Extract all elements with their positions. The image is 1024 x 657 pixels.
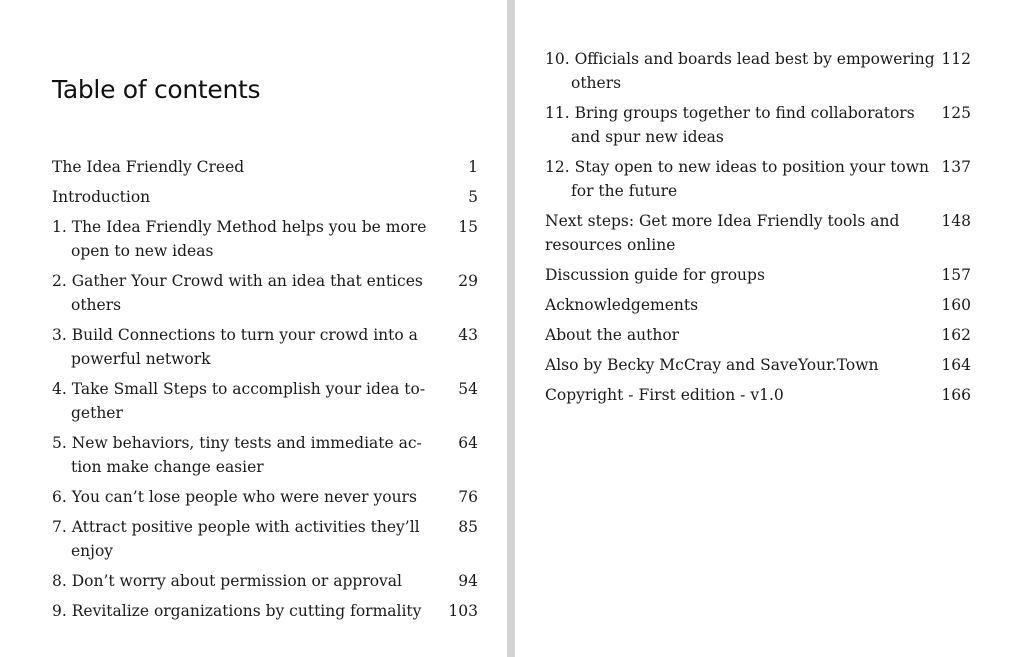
toc-entry-page-number: 15: [458, 218, 478, 236]
toc-entry-text: [545, 353, 905, 377]
toc-entry[interactable]: [52, 377, 482, 431]
toc-entry-label: Build Connections to turn your crowd into a powerful network: [71, 326, 418, 368]
toc-entry-page-number: 1: [468, 158, 478, 176]
toc-entry[interactable]: [52, 485, 482, 515]
toc-entry-label: Introduction: [52, 188, 151, 206]
toc-entry-label: Revitalize organizations by cutting formality: [71, 602, 422, 620]
toc-entry-text: [52, 215, 441, 263]
toc-entry-text: [52, 323, 441, 371]
toc-entry[interactable]: [52, 185, 482, 215]
page-title: Table of contents: [52, 75, 261, 104]
toc-entry-page-number: 148: [941, 212, 971, 230]
toc-entry-label: Acknowledgements: [545, 296, 699, 314]
toc-entry-number: 6.: [52, 488, 67, 506]
toc-entry-text: [545, 323, 905, 347]
page-gutter: [507, 0, 515, 657]
toc-entry-label: Officials and boards lead best by empowering others: [571, 50, 935, 92]
toc-entry-text: [52, 599, 441, 623]
toc-entry-label: Don’t worry about permission or approval: [71, 572, 403, 590]
toc-entry-page-number: 29: [458, 272, 478, 290]
toc-entry[interactable]: [52, 269, 482, 323]
toc-entry-text: [545, 155, 941, 203]
toc-entry-text: [52, 569, 441, 593]
toc-entry-text: [545, 47, 941, 95]
toc-entry-page-number: 5: [468, 188, 478, 206]
toc-entry-page-number: 162: [941, 326, 971, 344]
toc-entry-page-number: 76: [458, 488, 478, 506]
toc-entry-label: You can’t lose people who were never yours: [71, 488, 417, 506]
toc-entry-label: Next steps: Get more Idea Friendly tools and resources online: [545, 212, 900, 254]
toc-entry[interactable]: [545, 353, 975, 383]
toc-entry-label: Stay open to new ideas to position your town for the future: [571, 158, 930, 200]
toc-entry[interactable]: [545, 101, 975, 155]
toc-entry-label: Discussion guide for groups: [545, 266, 765, 284]
toc-entry-label: Also by Becky McCray and SaveYour.Town: [545, 356, 879, 374]
toc-entry-label: Take Small Steps to accomplish your idea to- gether: [71, 380, 426, 422]
toc-entry-number: 8.: [52, 572, 67, 590]
toc-entry[interactable]: [545, 263, 975, 293]
toc-entry-label: Attract positive people with activities they’ll enjoy: [71, 518, 420, 560]
toc-entry-text: [545, 263, 905, 287]
toc-entry-text: [545, 101, 941, 149]
toc-entry-label: The Idea Friendly Creed: [52, 158, 245, 176]
toc-entry[interactable]: [52, 599, 482, 629]
toc-entry-text: [52, 515, 441, 563]
toc-entry-page-number: 166: [941, 386, 971, 404]
toc-entry[interactable]: [545, 47, 975, 101]
toc-entry[interactable]: [545, 293, 975, 323]
toc-entry-page-number: 85: [458, 518, 478, 536]
toc-entry-number: 10.: [545, 50, 570, 68]
left-page: [0, 0, 507, 657]
toc-entry-number: 2.: [52, 272, 67, 290]
toc-entry[interactable]: [545, 155, 975, 209]
toc-entry-text: [545, 293, 905, 317]
toc-entry-label: New behaviors, tiny tests and immediate ac- tion make change easier: [71, 434, 422, 476]
toc-entry-text: [545, 209, 905, 257]
toc-entry[interactable]: [52, 323, 482, 377]
right-page: [515, 0, 1024, 657]
toc-entry-text: [52, 185, 412, 209]
toc-entry[interactable]: [52, 155, 482, 185]
toc-entry-number: 11.: [545, 104, 570, 122]
toc-entry[interactable]: [545, 383, 975, 413]
toc-entry-page-number: 157: [941, 266, 971, 284]
toc-entry-label: Bring groups together to find collaborators and spur new ideas: [571, 104, 915, 146]
toc-entry-text: [52, 431, 441, 479]
toc-entry-label: Copyright - First edition - v1.0: [545, 386, 784, 404]
toc-entry-page-number: 54: [458, 380, 478, 398]
toc-entry-number: 4.: [52, 380, 67, 398]
toc-entry-page-number: 64: [458, 434, 478, 452]
toc-list-right: [545, 47, 975, 413]
toc-entry-number: 1.: [52, 218, 67, 236]
toc-entry-number: 7.: [52, 518, 67, 536]
toc-entry[interactable]: [52, 215, 482, 269]
toc-entry-number: 12.: [545, 158, 570, 176]
toc-entry-text: [545, 383, 905, 407]
toc-entry-page-number: 125: [941, 104, 971, 122]
toc-entry-page-number: 164: [941, 356, 971, 374]
toc-entry-label: The Idea Friendly Method helps you be more open to new ideas: [71, 218, 427, 260]
toc-entry-page-number: 43: [458, 326, 478, 344]
toc-entry-text: [52, 377, 441, 425]
toc-entry-label: Gather Your Crowd with an idea that entices others: [71, 272, 423, 314]
toc-entry-label: About the author: [545, 326, 680, 344]
toc-entry-page-number: 103: [448, 602, 478, 620]
toc-list-left: [52, 155, 482, 629]
toc-entry-number: 3.: [52, 326, 67, 344]
toc-entry-page-number: 94: [458, 572, 478, 590]
toc-entry-page-number: 160: [941, 296, 971, 314]
toc-entry-number: 9.: [52, 602, 67, 620]
toc-entry-text: [52, 155, 412, 179]
toc-entry[interactable]: [545, 323, 975, 353]
toc-entry-text: [52, 485, 441, 509]
toc-entry-page-number: 112: [941, 50, 971, 68]
toc-entry-text: [52, 269, 441, 317]
toc-entry-number: 5.: [52, 434, 67, 452]
toc-entry[interactable]: [52, 569, 482, 599]
toc-entry-page-number: 137: [941, 158, 971, 176]
toc-entry[interactable]: [545, 209, 975, 263]
toc-entry[interactable]: [52, 431, 482, 485]
toc-entry[interactable]: [52, 515, 482, 569]
